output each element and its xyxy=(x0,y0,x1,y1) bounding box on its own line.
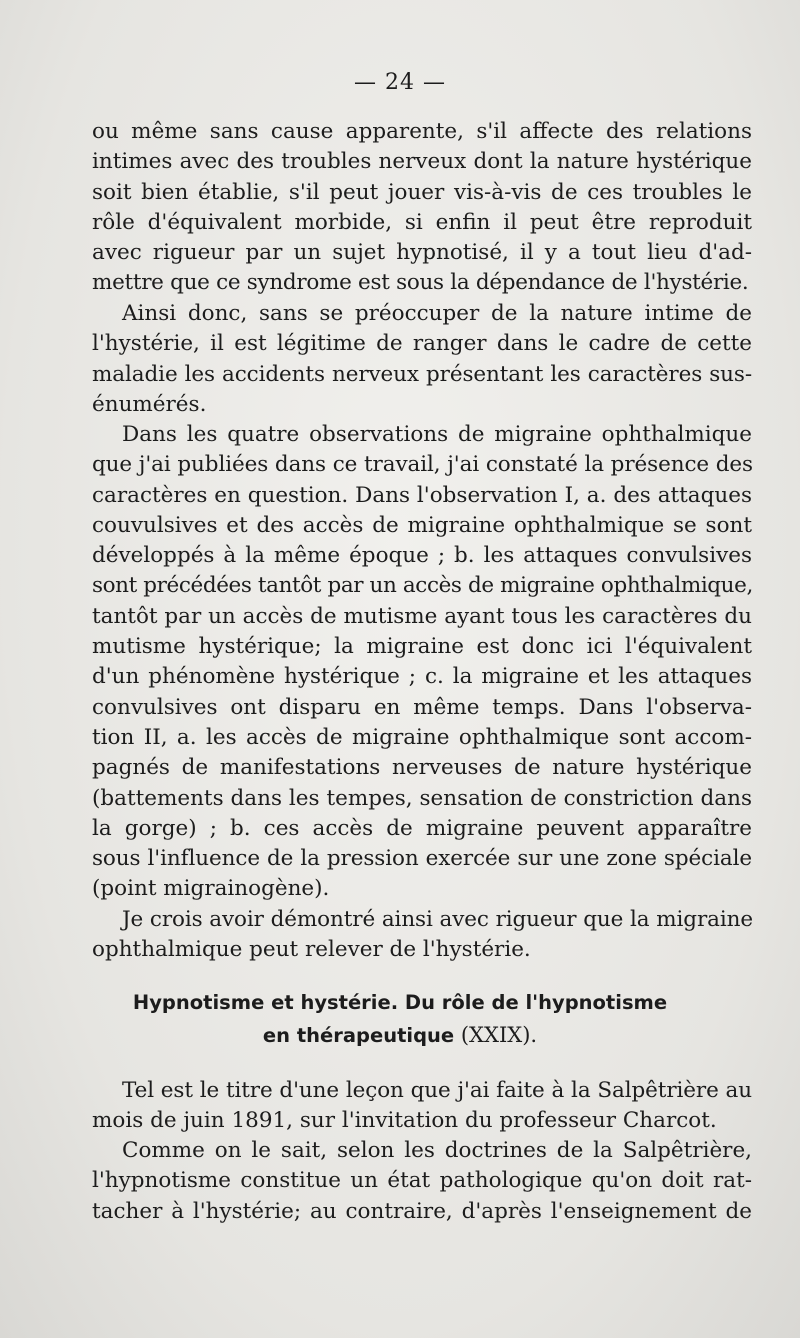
text-line: soit bien établie, s'il peut jouer vis-à-vis de ces troubles le xyxy=(92,179,752,205)
text-line: (battements dans les tempes, sensation de constriction dans xyxy=(92,785,752,811)
text-line: mois de juin 1891, sur l'invitation du professeur Charcot. xyxy=(92,1108,717,1134)
text-line: Ainsi donc, sans se préoccuper de la nature intime de xyxy=(122,301,752,326)
text-line: Comme on le sait, selon les doctrines de la Salpêtrière, xyxy=(122,1138,752,1163)
text-line: ophthalmique peut relever de l'hystérie. xyxy=(92,937,531,963)
text-line: la gorge) ; b. ces accès de migraine peuvent apparaître xyxy=(92,815,752,841)
text-line: (point migrainogène). xyxy=(92,876,330,902)
text-line: sont précédées tantôt par un accès de migraine ophthalmique, xyxy=(92,573,753,599)
text-line: intimes avec des troubles nerveux dont la nature hystérique xyxy=(92,149,752,175)
text-line: maladie les accidents nerveux présentant les caractères sus- xyxy=(92,361,752,387)
text-line: sous l'influence de la pression exercée sur une zone spéciale xyxy=(92,846,752,872)
text-line: Tel est le titre d'une leçon que j'ai faite à la Salpêtrière au xyxy=(122,1078,752,1103)
paragraph-6 xyxy=(92,1136,752,1227)
text-line: tantôt par un accès de mutisme ayant tous les caractères du xyxy=(92,603,752,629)
paragraph-4 xyxy=(92,905,752,966)
text-line: avec rigueur par un sujet hypnotisé, il y a tout lieu d'ad- xyxy=(92,240,752,266)
text-line: couvulsives et des accès de migraine ophthalmique se sont xyxy=(92,512,752,538)
text-line: mettre que ce syndrome est sous la dépendance de l'hystérie. xyxy=(92,270,749,296)
text-line: énumérés. xyxy=(92,391,207,417)
text-line: mutisme hystérique; la migraine est donc ici l'équivalent xyxy=(92,634,752,660)
text-line: rôle d'équivalent morbide, si enfin il peut être reproduit xyxy=(92,209,752,235)
heading-line-2: en thérapeutique (XXIX). xyxy=(262,1023,538,1047)
text-line: ou même sans cause apparente, s'il affecte des relations xyxy=(92,119,752,144)
text-line: d'un phénomène hystérique ; c. la migraine et les attaques xyxy=(92,664,752,690)
text-line: caractères en question. Dans l'observation I, a. des attaques xyxy=(92,482,752,508)
text-line: l'hypnotisme constitue un état pathologique qu'on doit rat- xyxy=(92,1168,752,1194)
paragraph-5 xyxy=(92,1076,752,1137)
text-line: Je crois avoir démontré ainsi avec rigueur que la migraine xyxy=(122,907,753,932)
text-line: pagnés de manifestations nerveuses de nature hystérique xyxy=(92,755,752,781)
paragraph-3 xyxy=(92,420,752,905)
text-line: l'hystérie, il est légitime de ranger dans le cadre de cette xyxy=(92,331,752,357)
paragraph-2 xyxy=(92,299,752,420)
page-number: — 24 — xyxy=(354,70,446,95)
section-heading xyxy=(0,986,800,1052)
paragraph-1 xyxy=(92,117,752,299)
text-line: que j'ai publiées dans ce travail, j'ai constaté la présence des xyxy=(92,452,753,478)
text-line: Dans les quatre observations de migraine ophthalmique xyxy=(122,422,752,447)
text-line: convulsives ont disparu en même temps. Dans l'observa- xyxy=(92,694,752,720)
text-line: tacher à l'hystérie; au contraire, d'après l'enseignement de xyxy=(92,1198,752,1224)
heading-line-1: Hypnotisme et hystérie. Du rôle de l'hypnotisme xyxy=(132,991,668,1014)
text-line: tion II, a. les accès de migraine ophthalmique sont accom- xyxy=(92,724,752,750)
text-line: développés à la même époque ; b. les attaques convulsives xyxy=(92,543,752,569)
